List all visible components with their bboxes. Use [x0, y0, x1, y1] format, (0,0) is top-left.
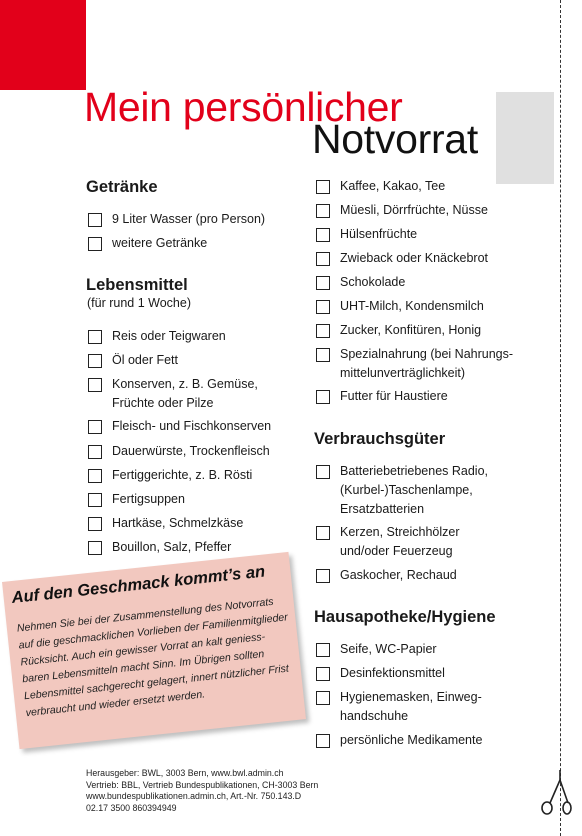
item-label: Futter für Haustiere [340, 389, 448, 403]
checklist-item[interactable] [88, 353, 178, 370]
checklist-item[interactable] [316, 251, 488, 268]
checkbox[interactable] [316, 691, 330, 705]
checkbox[interactable] [88, 493, 102, 507]
checkbox[interactable] [316, 526, 330, 540]
item-label: Kerzen, Streichhölzer und/oder Feuerzeug [340, 525, 460, 558]
checklist-item[interactable] [316, 179, 445, 196]
item-label: persönliche Medikamente [340, 733, 483, 747]
scissors-icon [538, 770, 572, 816]
cut-line [560, 0, 561, 836]
item-label: Fertiggerichte, z. B. Rösti [112, 468, 253, 482]
item-label: UHT-Milch, Kondensmilch [340, 299, 484, 313]
item-label: Fleisch- und Fischkonserven [112, 419, 272, 433]
checkbox[interactable] [316, 276, 330, 290]
checklist-item[interactable] [88, 236, 207, 253]
checkbox[interactable] [88, 330, 102, 344]
checklist-item[interactable] [316, 690, 482, 726]
item-label: Kaffee, Kakao, Tee [340, 179, 446, 193]
item-label: Desinfektionsmittel [340, 666, 445, 680]
checkbox[interactable] [316, 300, 330, 314]
checklist-item[interactable] [88, 468, 252, 485]
checklist-item[interactable] [316, 642, 437, 659]
checkbox[interactable] [316, 390, 330, 404]
section-heading-hausapotheke: Hausapotheke/Hygiene [314, 608, 496, 626]
checklist-item[interactable] [316, 525, 460, 561]
item-label: Dauerwürste, Trockenfleisch [112, 444, 270, 458]
checkbox[interactable] [316, 252, 330, 266]
checklist-item[interactable] [88, 444, 270, 461]
checklist-item[interactable] [88, 419, 271, 436]
item-label: Konserven, z. B. Gemüse, Früchte oder Pilze [112, 377, 258, 410]
checkbox[interactable] [316, 324, 330, 338]
item-label: Reis oder Teigwaren [112, 329, 226, 343]
section-subheading-lebensmittel: (für rund 1 Woche) [87, 296, 191, 310]
checkbox[interactable] [88, 237, 102, 251]
item-label: Zucker, Konfitüren, Honig [340, 323, 482, 337]
item-label: Zwieback oder Knäckebrot [340, 251, 488, 265]
checklist-item[interactable] [88, 377, 258, 413]
checklist-item[interactable] [316, 203, 488, 220]
red-corner-decoration [0, 0, 86, 90]
title-line1: Mein persönlicher [84, 84, 403, 130]
item-label: Gaskocher, Rechaud [340, 568, 457, 582]
checkbox[interactable] [88, 420, 102, 434]
checklist-item[interactable] [316, 227, 417, 244]
note-heading: Auf den Geschmack kommt’s an [10, 562, 266, 608]
item-label: Hartkäse, Schmelzkäse [112, 516, 244, 530]
item-label: Bouillon, Salz, Pfeffer [112, 540, 232, 554]
item-label: Fertigsuppen [112, 492, 185, 506]
section-heading-getraenke: Getränke [86, 178, 158, 196]
section-heading-verbrauchsgueter: Verbrauchsgüter [314, 430, 446, 448]
item-label: Spezialnahrung (bei Nahrungs- mittelunverträglichkeit) [340, 347, 514, 380]
checkbox[interactable] [316, 228, 330, 242]
checkbox[interactable] [88, 445, 102, 459]
checkbox[interactable] [88, 469, 102, 483]
checklist-item[interactable] [316, 299, 484, 316]
checklist-item[interactable] [316, 347, 513, 383]
checklist-item[interactable] [88, 212, 265, 229]
item-label: Batteriebetriebenes Radio, (Kurbel-)Taschenlampe, Ersatzbatterien [340, 464, 489, 516]
checkbox[interactable] [316, 643, 330, 657]
checklist-item[interactable] [316, 464, 488, 519]
item-label: Müesli, Dörrfrüchte, Nüsse [340, 203, 488, 217]
checkbox[interactable] [316, 180, 330, 194]
item-label: 9 Liter Wasser (pro Person) [112, 212, 266, 226]
checklist-item[interactable] [88, 329, 226, 346]
checklist-item[interactable] [316, 666, 445, 683]
checkbox[interactable] [316, 569, 330, 583]
checklist-item[interactable] [316, 733, 482, 750]
checklist-item[interactable] [88, 516, 243, 533]
checkbox[interactable] [316, 465, 330, 479]
checkbox[interactable] [316, 204, 330, 218]
checkbox[interactable] [88, 378, 102, 392]
section-heading-lebensmittel: Lebensmittel [86, 276, 188, 294]
checklist-item[interactable] [316, 275, 405, 292]
gray-tab-decoration [496, 92, 554, 184]
checkbox[interactable] [316, 348, 330, 362]
checkbox[interactable] [316, 667, 330, 681]
checkbox[interactable] [88, 541, 102, 555]
item-label: weitere Getränke [112, 236, 208, 250]
checkbox[interactable] [88, 213, 102, 227]
publisher-footer: Herausgeber: BWL, 3003 Bern, www.bwl.admin.ch Vertrieb: BBL, Vertrieb Bundespublikationen, CH-3003 Bern www.bundespublikationen.admin.ch, Art.-Nr. 750.143.D 02.17 3500 860394949 [86, 768, 319, 813]
checklist-item[interactable] [88, 492, 185, 509]
checklist-item[interactable] [316, 389, 448, 406]
checklist-item[interactable] [316, 568, 457, 585]
item-label: Hülsenfrüchte [340, 227, 418, 241]
item-label: Seife, WC-Papier [340, 642, 437, 656]
note-text: Nehmen Sie bei der Zusammenstellung des Notvorrats auf die geschmacklichen Vorlieben der Familienmitglieder Rücksicht. Auch ein gewisser Vorrat an kalt geniess- baren Lebensmitteln macht Sinn. Im Übrigen sollten Lebensmittel sachgerecht gelagert, innert nützlicher Frist verbraucht und wieder ersetzt werden. [16, 595, 290, 720]
checklist-item[interactable] [88, 540, 231, 557]
checkbox[interactable] [88, 517, 102, 531]
item-label: Öl oder Fett [112, 353, 178, 367]
item-label: Schokolade [340, 275, 406, 289]
taste-note-box [2, 552, 306, 749]
checkbox[interactable] [316, 734, 330, 748]
checkbox[interactable] [88, 354, 102, 368]
item-label: Hygienemasken, Einweg- handschuhe [340, 690, 482, 723]
title-line2: Notvorrat [312, 116, 478, 162]
checklist-item[interactable] [316, 323, 481, 340]
